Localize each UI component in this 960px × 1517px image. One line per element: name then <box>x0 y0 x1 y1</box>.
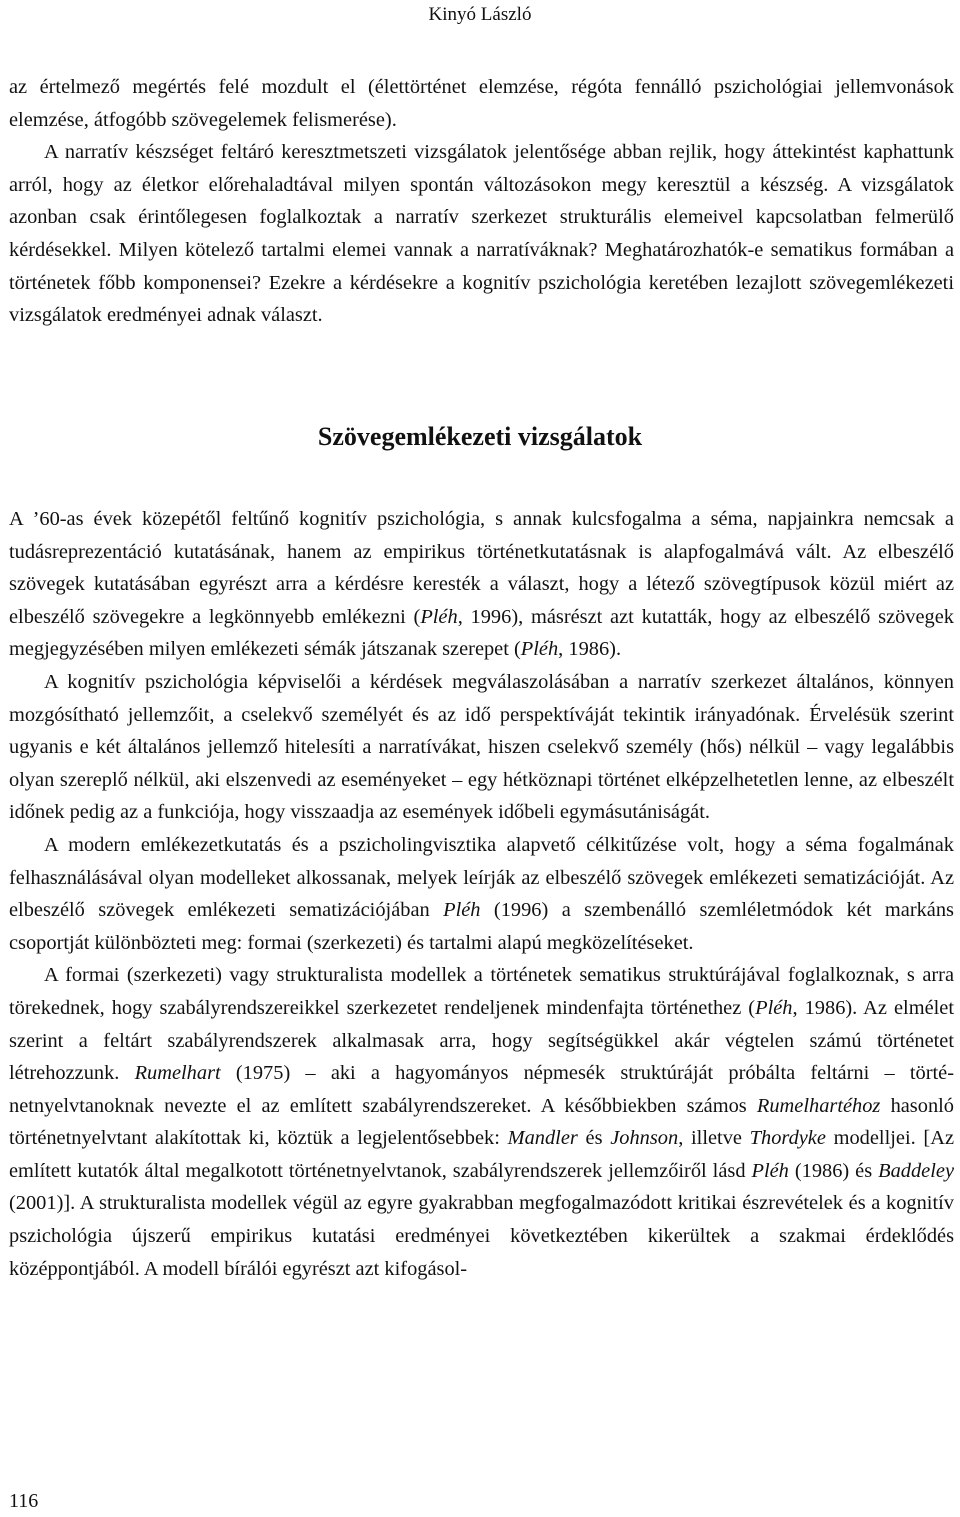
intro-paragraph-2: A narratív készséget feltáró keresztmetszeti vizsgálatok jelentősége abban rejlik, hogy áttekintést kaphattunk arról, hogy az életkor előrehaladtával milyen spontán változásokon megy keresztül a készség. A vizsgálatok azonban csak érintőlegesen foglalkoztak a narratív szerkezet strukturális elemeivel kapcsolatban felmerülő kérdésekkel. Milyen kötelező tartalmi elemei vannak a narratíváknak? Meghatározhatók-e sematikus formában a történetek főbb komponensei? Ezekre a kérdésekre a kognitív pszichológia keretében lezajlott szövegemlékezeti vizsgálatok eredményei adnak választ. <box>9 141 954 327</box>
section-body <box>9 503 954 1285</box>
body-paragraph-4: A formai (szerkezeti) vagy strukturalista modellek a történetek sematikus struktúrájával foglalkoznak, s arra törekednek, hogy szabályrendszereikkel szerkezetet rendeljenek mindenfajta történethez (Pléh, 1986). Az elmélet szerint a feltárt szabályrendszerek alkalmasak arra, hogy segítségükkel akár végtelen számú történetet létrehozzunk. Rumelhart (1975) – aki a hagyományos népmesék struktúráját próbálta feltárni – történetnyelvtanoknak nevezte el az említett szabályrendszereket. A későbbiekben számos Rumelhartéhoz hasonló történetnyelvtant alakítottak ki, köztük a legjelentősebbek: Mandler és Johnson, illetve Thordyke modelljei. [Az említett kutatók által megalkotott történetnyelvtanok, szabályrendszerek jellemzőiről lásd Pléh (1986) és Baddeley (2001)]. A strukturalista modellek végül az egyre gyakrabban megfogalmazódott kritikai észrevételek és a kognitív pszichológia újszerű empirikus kutatási eredményei következtében kikerültek a szakmai érdeklődés középpontjából. A modell bírálói egyrészt azt kifogásol- <box>9 964 954 1280</box>
running-header-author: Kinyó László <box>428 4 532 25</box>
body-paragraph-2: A kognitív pszichológia képviselői a kérdések megválaszolásában a narratív szerkezet általános, könnyen mozgósítható jellemzőit, a cselekvő személyét és az idő perspektíváját tekintik irányadónak. Érvelésük szerint ugyanis e két általános jellemző hitelesíti a narratívákat, hiszen cselekvő személy (hős) nélkül – vagy legalábbis olyan szereplő nélkül, aki elszenvedi az eseményeket – egy hétköznapi történet elképzelhetetlen lenne, az elbeszélt időnek pedig az a funkciója, hogy visszaadja az események időbeli egymásutániságát. <box>9 670 954 824</box>
intro-text <box>9 71 954 332</box>
body-paragraph-1: A ’60-as évek közepétől feltűnő kognitív pszichológia, s annak kulcsfogalma a séma, napjainkra nemcsak a tudásreprezentáció kutatásának, hanem az empirikus történetkutatásnak is alapfogalmává vált. Az elbeszélő szövegek kutatásában egyrészt arra a kérdésre keresték a választ, hogy a létező szövegtípusok közül miért az elbeszélő szövegekre a legkönnyebb emlékezni (Pléh, 1996), másrészt azt kutatták, hogy az elbeszélő szövegek megjegyzésében milyen emlékezeti sémák játszanak szerepet (Pléh, 1986). <box>9 508 954 661</box>
section-title: Szövegemlékezeti vizsgálatok <box>317 422 643 451</box>
body-paragraph-3: A modern emlékezetkutatás és a pszicholingvisztika alapvető célkitűzése volt, hogy a séma fogalmának felhasználásával olyan modelleket alkossanak, melyek leírják az elbeszélő szövegek emlékezeti sematizációját. Az elbeszélő szövegek emlékezeti sematizációjában Pléh (1996) a szembenálló szemléletmódok két markáns csoportját különbözteti meg: formai (szerkezeti) és tartalmi alapú megközelítéseket. <box>9 833 954 954</box>
intro-paragraph-1: az értelmező megértés felé mozdult el (élettörténet elemzése, régóta fennálló pszichológiai jellemvonások elemzése, átfogóbb szövegelemek felismerése). <box>9 76 954 131</box>
page-number: 116 <box>9 1490 39 1512</box>
